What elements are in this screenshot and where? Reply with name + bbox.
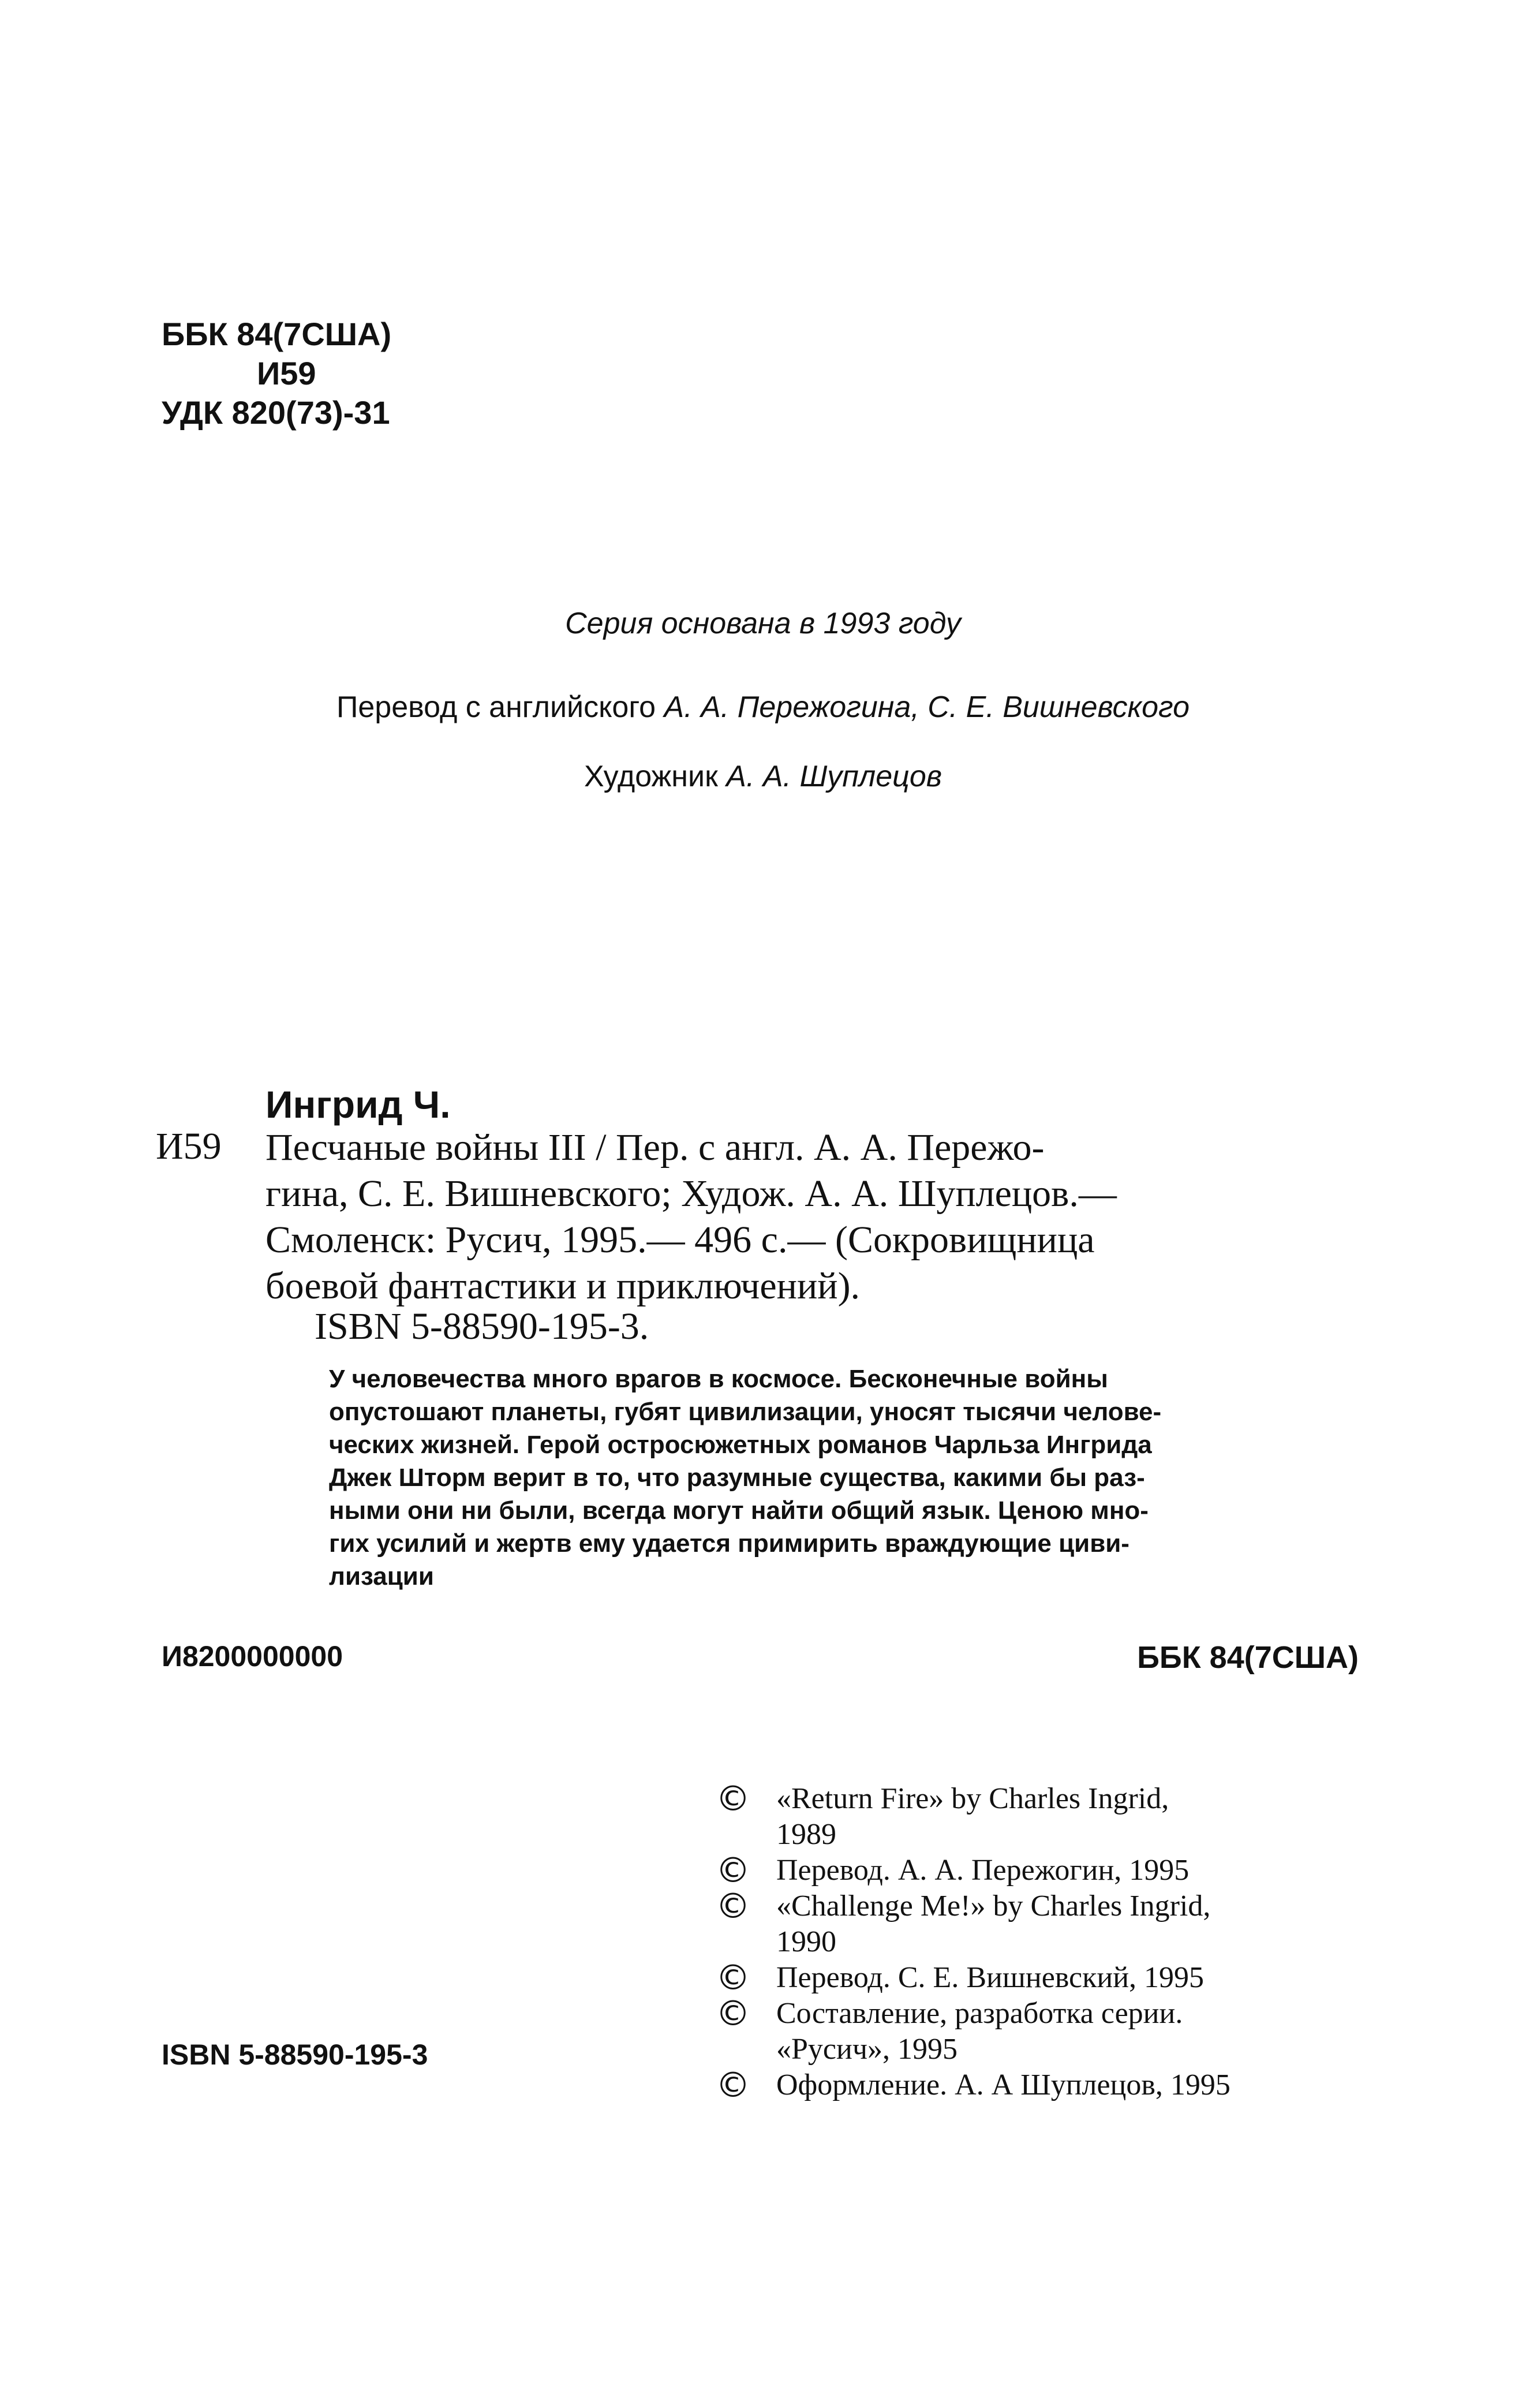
copyright-icon: © [716, 1886, 750, 1927]
copyright-line: Составление, разработка серии. [776, 1997, 1183, 2030]
annotation-line: ческих жизней. Герой остросюжетных романов Чарльза Ингрида [329, 1431, 1152, 1459]
annotation-line: ными они ни были, всегда могут найти общий язык. Ценою мно- [329, 1496, 1149, 1525]
card-description [265, 1125, 1356, 1309]
copyright-item [716, 1960, 1362, 1996]
annotation-line: лизации [329, 1562, 434, 1591]
copyright-item [716, 1993, 1362, 2067]
card-author: Ингрид Ч. [265, 1083, 451, 1126]
copyright-line: «Return Fire» by Charles Ingrid, [776, 1782, 1169, 1815]
copyright-icon: © [716, 1993, 750, 2034]
card-index-mark: И59 [156, 1125, 222, 1167]
copyright-block [716, 1781, 1362, 2103]
card-line: Песчаные войны III / Пер. с англ. А. А. Пережо- [265, 1126, 1045, 1168]
translator-names: А. А. Пережогина, С. Е. Вишневского [664, 690, 1190, 724]
classification-codes [162, 315, 391, 432]
publisher-code: И8200000000 [162, 1640, 343, 1672]
copyright-line: 1989 [776, 1818, 836, 1851]
card-line: гина, С. Е. Вишневского; Худож. А. А. Шуплецов.— [265, 1173, 1117, 1215]
translation-credit [0, 690, 1526, 725]
annotation [329, 1362, 1356, 1593]
artist-name: А. А. Шуплецов [726, 760, 942, 793]
copyright-item [716, 1850, 1362, 1891]
card-isbn: ISBN 5-88590-195-3. [315, 1305, 649, 1347]
artist-credit [0, 759, 1526, 794]
udk-code: УДК 820(73)-31 [162, 394, 390, 431]
copyright-line: 1990 [776, 1925, 836, 1958]
author-index-code: И59 [257, 355, 316, 391]
bbk-code-bottom: ББК 84(7США) [1137, 1640, 1359, 1675]
annotation-line: гих усилий и жертв ему удается примирить враждующие циви- [329, 1529, 1129, 1558]
isbn-bottom: ISBN 5-88590-195-3 [162, 2039, 428, 2071]
series-note: Серия основана в 1993 году [565, 607, 961, 640]
copyright-item [716, 1781, 1362, 1853]
copyright-line: «Challenge Me!» by Charles Ingrid, [776, 1890, 1211, 1922]
annotation-line: Джек Шторм верит в то, что разумные существа, какими бы раз- [329, 1464, 1145, 1492]
copyright-item [716, 1888, 1362, 1960]
card-line: Смоленск: Русич, 1995.— 496 с.— (Сокровищница [265, 1219, 1095, 1261]
copyright-line: Оформление. А. А Шуплецов, 1995 [776, 2069, 1230, 2101]
card-line: боевой фантастики и приключений). [265, 1265, 861, 1307]
copyright-line: Перевод. А. А. Пережогин, 1995 [776, 1854, 1190, 1887]
copyright-line: Перевод. С. Е. Вишневский, 1995 [776, 1961, 1205, 1994]
copyright-icon: © [716, 1850, 750, 1891]
copyright-icon: © [716, 1779, 750, 1819]
annotation-line: У человечества много врагов в космосе. Бесконечные войны [329, 1365, 1108, 1393]
artist-prefix: Художник [584, 760, 727, 793]
translation-prefix: Перевод с английского [336, 690, 664, 724]
copyright-item [716, 2067, 1362, 2103]
copyright-line: «Русич», 1995 [776, 2033, 958, 2066]
annotation-line: опустошают планеты, губят цивилизации, уносят тысячи челове- [329, 1398, 1162, 1426]
bbk-code: ББК 84(7США) [162, 316, 392, 352]
copyright-icon: © [716, 2065, 750, 2105]
copyright-icon: © [716, 1958, 750, 1998]
